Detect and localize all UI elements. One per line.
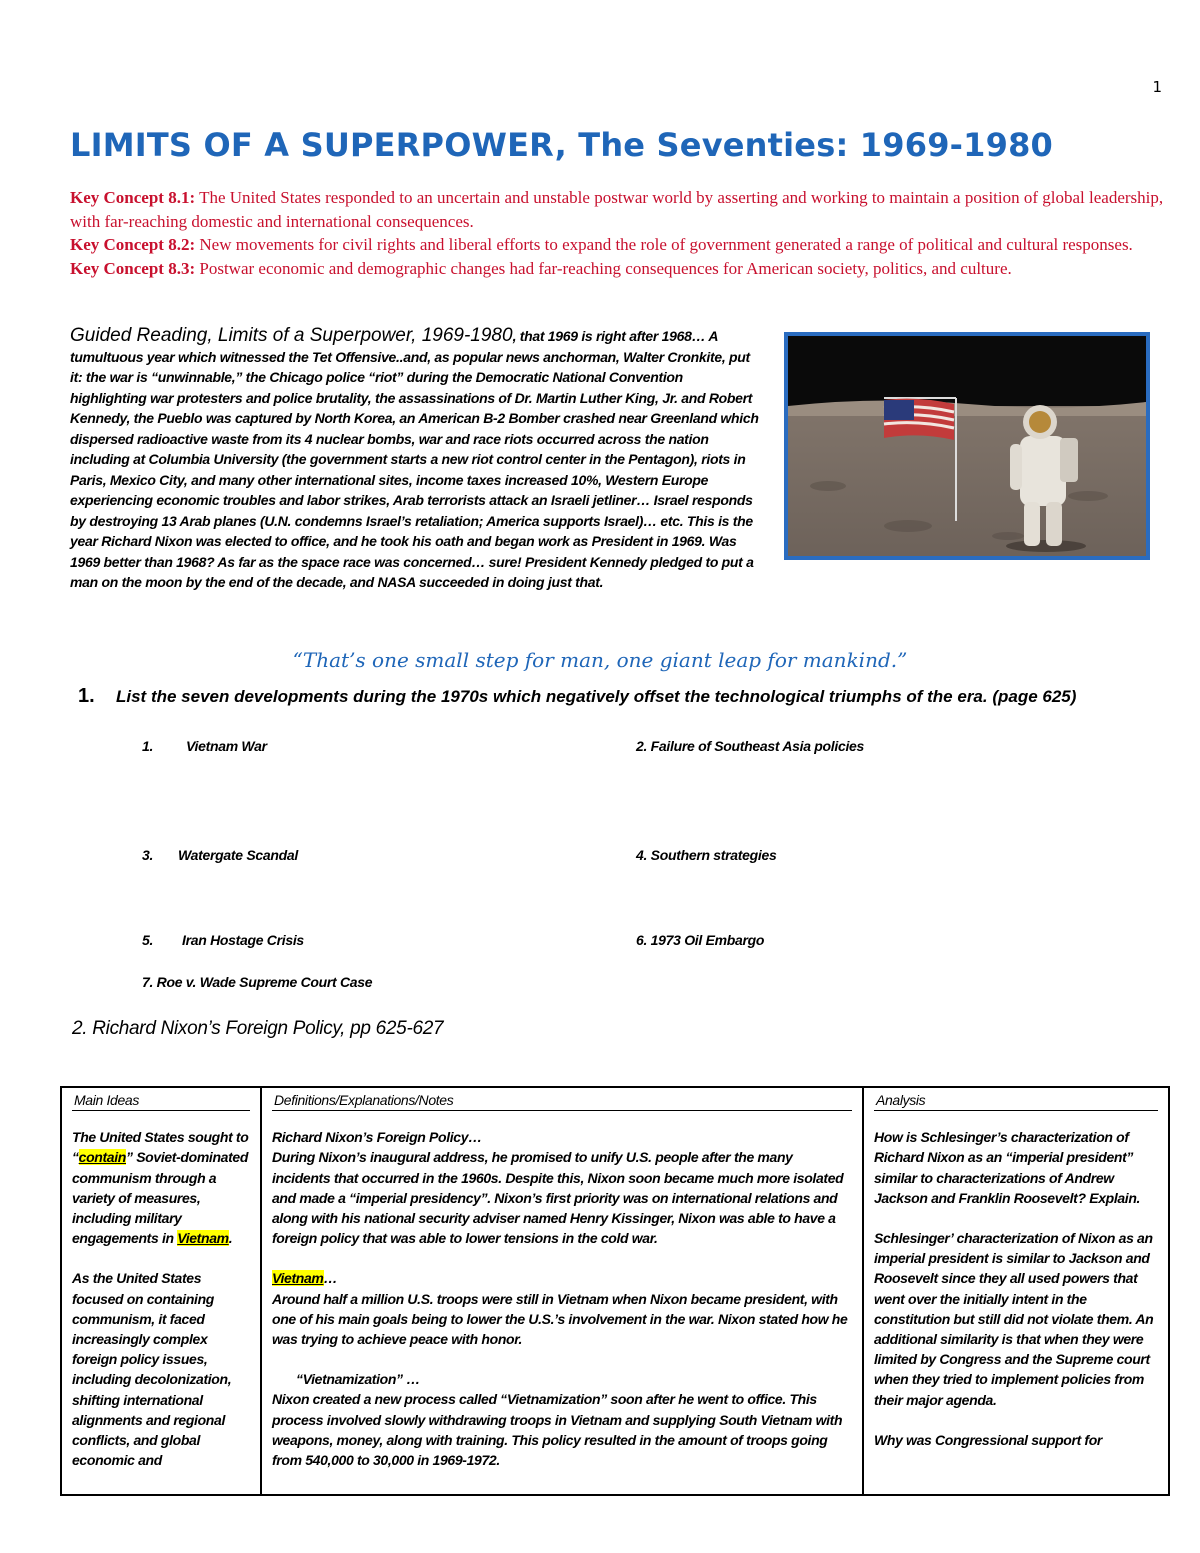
answer-item xyxy=(636,932,764,948)
key-concept-8-1 xyxy=(70,186,1170,233)
key-concept-8-3 xyxy=(70,257,1170,281)
answer-number: 3. xyxy=(142,847,154,863)
cornell-notes-table xyxy=(60,1086,1170,1496)
page-number: 1 xyxy=(1152,78,1162,96)
question-1-prompt: List the seven developments during the 1970s which negatively offset the technological triumphs of the era. (page 625) xyxy=(116,687,1077,706)
key-concept-label: Key Concept 8.3: xyxy=(70,258,196,278)
guided-reading-body: A tumultuous year which witnessed the Tet Offensive..and, as popular news anchorman, Walter Cronkite, put it: the war is “unwinnable,” the Chicago police “riot” during the Democratic National Convention highlighting war protesters and police brutality, the assassinations of Dr. Martin Luther King, Jr. and Robert Kennedy, the Pueblo was captured by North Korea, an American B-2 Bomber crashed near Greenland which dispersed radioactive waste from its 4 nuclear bombs, war and race riots occurred across the nation including at Columbia University (the government starts a new riot control center in the Pentagon), riots in Paris, Mexico City, and many other international sites, income taxes increased 10%, Western Europe experiencing economic troubles and labor strikes, Arab terrorists attack an Israeli jetliner… Israel responds by destroying 13 Arab planes (U.N. condemns Israel’s retaliation; America supports Israel)… etc. This is the year Richard Nixon was elected to office, and he took his oath and began work as President in 1969. Was 1969 better than 1968? As far as the space race was concerned… sure! President Kennedy pledged to put a man on the moon by the end of the decade, and NASA succeeded in doing just that. xyxy=(70,328,759,590)
notes-cell xyxy=(261,1111,863,1495)
guided-reading-heading: Guided Reading, Limits of a Superpower, 1969-1980 xyxy=(70,325,513,346)
key-concept-text: New movements for civil rights and liberal efforts to expand the role of government generated a range of political and cultural responses. xyxy=(195,235,1133,254)
armstrong-quote: “That’s one small step for man, one giant leap for mankind.” xyxy=(292,648,908,672)
notes-body: Nixon created a new process called “Vietnamization” soon after he went to office. This process involved slowly withdrawing troops in Vietnam and supplying South Vietnam with weapons, money, along with training. This policy resulted in the amount of troops going from 540,000 to 30,000 in 1969-1972. xyxy=(272,1391,843,1469)
column-header-main-ideas: Main Ideas xyxy=(61,1087,261,1111)
key-concept-8-2 xyxy=(70,233,1170,257)
answer-text: Vietnam War xyxy=(186,738,267,754)
answer-item xyxy=(142,932,304,948)
key-concept-text: The United States responded to an uncertain and unstable postwar world by asserting and working to maintain a position of global leadership, with far-reaching domestic and international consequences. xyxy=(70,188,1164,231)
main-idea-2: As the United States focused on containing communism, it faced increasingly complex foreign policy issues, including decolonization, shifting international alignments and regional conflicts, and global economic and xyxy=(72,1270,232,1469)
answer-item xyxy=(636,847,776,863)
answer-number: 4. xyxy=(636,847,648,863)
answer-text: Iran Hostage Crisis xyxy=(182,932,304,948)
table-header-row xyxy=(61,1087,1169,1111)
answer-number: 5. xyxy=(142,932,154,948)
notes-body: Around half a million U.S. troops were still in Vietnam when Nixon became president, with one of his main goals being to lower the U.S.’s involvement in the war. Nixon stated how he was trying to achieve peace with honor. xyxy=(272,1290,848,1348)
highlighted-term: Vietnam xyxy=(177,1230,229,1247)
page-title: LIMITS OF A SUPERPOWER, The Seventies: 1969-1980 xyxy=(70,126,1054,164)
answer-number: 1. xyxy=(142,738,154,754)
answer-item xyxy=(636,738,864,754)
moon-landing-illustration xyxy=(788,336,1146,556)
notes-body: During Nixon’s inaugural address, he promised to unify U.S. people after the many incidents that occurred in the 1960s. Despite this, Nixon soon became much more isolated and made a “imperial presidency”. Nixon’s first priority was on international relations and along with his national security adviser named Henry Kissinger, Nixon was able to have a foreign policy that was able to lower tensions in the cold war. xyxy=(272,1149,844,1247)
question-1 xyxy=(78,685,1178,708)
answer-number: 6. xyxy=(636,932,648,948)
analysis-answer-1: Schlesinger’ characterization of Nixon as an imperial president is similar to Jackson and Roosevelt since they all used powers that went over the initially intent in the constitution but still did not violate them. An additional similarity is that when they were limited by Congress and the Supreme court when they tried to implement policies from their major agenda. xyxy=(874,1230,1154,1408)
notes-section-vietnamization xyxy=(272,1369,852,1470)
photo-container xyxy=(784,332,1150,560)
main-ideas-cell xyxy=(61,1111,261,1495)
answer-text: Roe v. Wade Supreme Court Case xyxy=(156,974,373,990)
notes-section-foreign-policy xyxy=(272,1127,852,1248)
answer-text: Southern strategies xyxy=(650,847,777,863)
highlighted-term: Vietnam xyxy=(272,1270,324,1287)
column-header-analysis: Analysis xyxy=(863,1087,1169,1111)
key-concept-label: Key Concept 8.1: xyxy=(70,188,196,207)
guided-reading-intro xyxy=(70,326,1150,593)
answer-item xyxy=(142,974,372,990)
notes-heading: “Vietnamization” … xyxy=(296,1371,420,1388)
notes-section-vietnam: Vietnam… Around half a million U.S. troops were still in Vietnam when Nixon became president, with one of his main goals being to lower the U.S.’s involvement in the war. Nixon stated how he was trying to achieve peace with honor. xyxy=(272,1270,848,1348)
question-1-number: 1. xyxy=(78,685,95,707)
analysis-question-1: How is Schlesinger’s characterization of Richard Nixon as an “imperial president” similar to characterizations of Andrew Jackson and Franklin Roosevelt? Explain. xyxy=(874,1129,1141,1206)
notes-heading: Richard Nixon’s Foreign Policy… xyxy=(272,1129,482,1146)
answer-item xyxy=(142,847,298,863)
highlighted-term: contain xyxy=(78,1149,126,1166)
answer-number: 2. xyxy=(636,738,648,754)
key-concept-text: Postwar economic and demographic changes had far-reaching consequences for American society, politics, and culture. xyxy=(195,258,1012,278)
key-concept-label: Key Concept 8.2: xyxy=(70,235,196,254)
answer-number: 7. xyxy=(142,974,154,990)
analysis-cell xyxy=(863,1111,1169,1495)
main-idea-1: The United States sought to “contain” Soviet-dominated communism through a variety of measures, including military engagements in Vietnam. xyxy=(72,1129,249,1247)
answer-text: Watergate Scandal xyxy=(178,847,298,863)
key-concepts xyxy=(70,186,1170,280)
moon-landing-photo xyxy=(784,332,1150,560)
answer-text: 1973 Oil Embargo xyxy=(650,932,765,948)
analysis-question-2: Why was Congressional support for xyxy=(874,1431,1103,1448)
answer-text: Failure of Southeast Asia policies xyxy=(650,738,865,754)
column-header-notes: Definitions/Explanations/Notes xyxy=(261,1087,863,1111)
table-row xyxy=(61,1111,1169,1495)
answer-item xyxy=(142,738,267,754)
question-2-heading: 2. Richard Nixon’s Foreign Policy, pp 625-627 xyxy=(72,1018,444,1039)
guided-reading-heading-tail: , that 1969 is right after 1968… xyxy=(512,328,706,344)
